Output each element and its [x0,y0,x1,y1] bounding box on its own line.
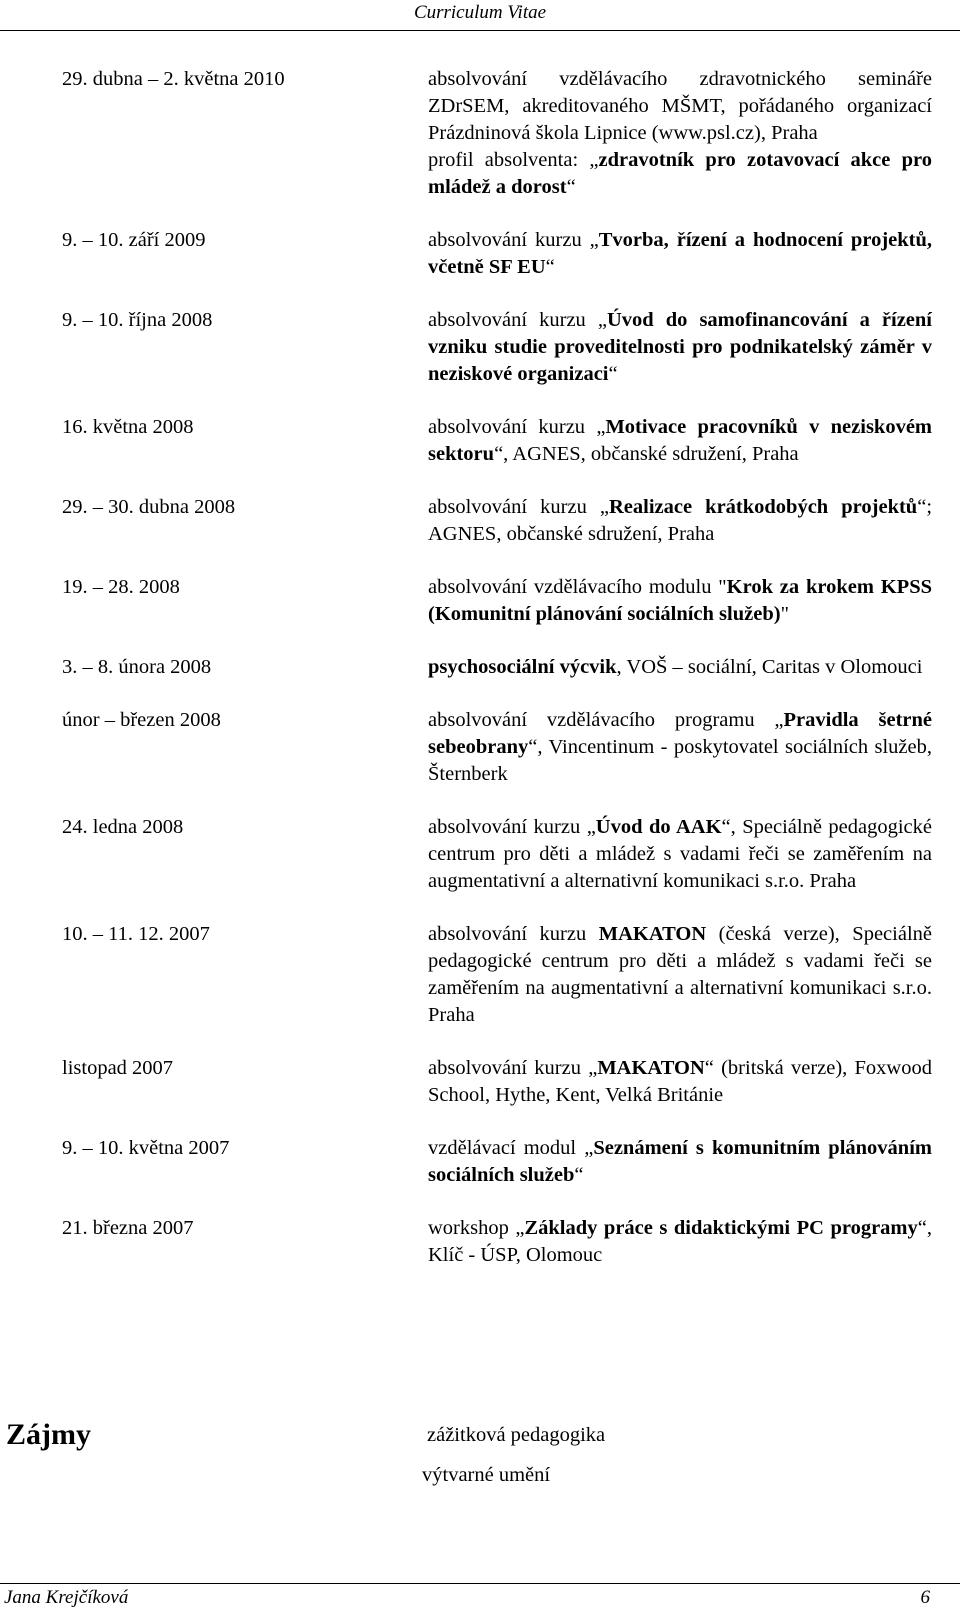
entry-text: absolvování kurzu „ [428,229,599,251]
entry-date: 29. dubna – 2. května 2010 [62,68,285,90]
entry-highlight: MAKATON [598,923,707,945]
cv-entry [62,654,932,681]
entry-description [428,66,932,201]
footer-divider [0,1583,960,1584]
cv-entry [62,814,932,895]
entry-date: 9. – 10. května 2007 [62,1137,230,1159]
entry-highlight: Krok za krokem KPSS (Komunitní plánování sociálních služeb) [428,576,932,625]
entry-text: absolvování kurzu „ [428,309,607,331]
entry-text: “, Speciálně pedagogické centrum pro děti a mládež s vadami řeči se zaměřením na augmentativní a alternativní komunikaci s.r.o. Praha [428,816,932,892]
entry-text: absolvování vzdělávacího zdravotnického semináře ZDrSEM, akreditovaného MŠMT, pořádaného organizací Prázdninová škola Lipnice (www.psl.cz), Praha [428,68,932,144]
cv-entry [62,414,932,468]
entry-text: “, Vincentinum - poskytovatel sociálních služeb, Šternberk [428,736,932,785]
entry-highlight: Tvorba, řízení a hodnocení projektů, včetně SF EU [428,229,932,278]
entry-text: “, AGNES, občanské sdružení, Praha [494,443,799,465]
entry-text: , VOŠ – sociální, Caritas v Olomouci [616,656,923,678]
entry-text: “ [608,363,618,385]
entry-text: absolvování vzdělávacího modulu " [428,576,727,598]
entry-date: 24. ledna 2008 [62,816,184,838]
entry-text: “, Klíč - ÚSP, Olomouc [428,1217,932,1266]
entry-highlight: Úvod do samofinancování a řízení vzniku studie proveditelnosti pro podnikatelský záměr v neziskové organizaci [428,309,932,385]
entry-highlight: Základy práce s didaktickými PC programy [524,1217,918,1239]
entry-description [428,654,932,681]
entry-text: absolvování kurzu „ [428,496,609,518]
entry-description [428,1135,932,1189]
entry-text: “ [574,1164,584,1186]
entry-description [428,414,932,468]
entry-date: 3. – 8. února 2008 [62,656,212,678]
interest-item: zážitková pedagogika [427,1424,606,1446]
section-title-zajmy: Zájmy [6,1418,91,1451]
cv-entry [62,494,932,548]
interest-item: výtvarné umění [422,1464,551,1486]
cv-entry [62,921,932,1029]
entry-description [428,574,932,628]
entry-description [428,921,932,1029]
entry-text: absolvování kurzu „ [428,816,596,838]
entry-description [428,227,932,281]
cv-entry [62,66,932,201]
entry-text: absolvování kurzu [428,923,599,945]
cv-entry [62,1215,932,1269]
cv-entry [62,227,932,281]
entry-date: 29. – 30. dubna 2008 [62,496,236,518]
entry-description [428,307,932,388]
entry-highlight: Motivace pracovníků v neziskovém sektoru [428,416,932,465]
cv-entry [62,307,932,388]
entry-date: 19. – 28. 2008 [62,576,180,598]
entry-description [428,1055,932,1109]
entry-date: listopad 2007 [62,1057,174,1079]
entry-highlight: Pravidla šetrné sebeobrany [428,709,932,758]
entry-text: “ [566,176,576,198]
entry-text: absolvování kurzu „ [428,1057,598,1079]
entry-text: (česká verze), Speciálně pedagogické centrum pro děti a mládež s vadami řeči se zaměřením na augmentativní a alternativní komunikaci s.r.o. Praha [428,923,932,1026]
entry-text: “ [545,256,555,278]
entry-text: vzdělávací modul „ [428,1137,594,1159]
entry-description [428,707,932,788]
entry-date: 10. – 11. 12. 2007 [62,923,210,945]
entry-text: “; AGNES, občanské sdružení, Praha [428,496,933,545]
cv-entry [62,574,932,628]
entry-text: " [780,603,789,625]
entry-highlight: Úvod do AAK [595,816,722,838]
entry-highlight: Realizace krátkodobých projektů [609,496,918,518]
entry-highlight: MAKATON [597,1057,705,1079]
entry-highlight: zdravotník pro zotavovací akce pro mládež a dorost [428,149,932,198]
entry-text: “ (britská verze), Foxwood School, Hythe, Kent, Velká Británie [428,1057,932,1106]
education-entries [62,66,932,1295]
cv-entry [62,1135,932,1189]
entry-date: 9. – 10. října 2008 [62,309,213,331]
entry-date: únor – březen 2008 [62,709,221,731]
cv-entry [62,707,932,788]
entry-text: profil absolventa: „ [428,149,599,171]
entry-date: 9. – 10. září 2009 [62,229,206,251]
cv-entry [62,1055,932,1109]
entry-date: 21. března 2007 [62,1217,194,1239]
entry-highlight: psychosociální výcvik [428,656,617,678]
page-header-title: Curriculum Vitae [413,2,547,23]
entry-text: workshop „ [428,1217,525,1239]
entry-date: 16. května 2008 [62,416,194,438]
entry-description [428,814,932,895]
entry-text: absolvování kurzu „ [428,416,606,438]
entry-description [428,494,932,548]
page-number: 6 [920,1587,930,1608]
entry-description [428,1215,932,1269]
header-divider [0,30,960,31]
entry-highlight: Seznámení s komunitním plánováním sociálních služeb [428,1137,932,1186]
footer-author: Jana Krejčíková [4,1587,129,1608]
entry-text: absolvování vzdělávacího programu „ [428,709,784,731]
